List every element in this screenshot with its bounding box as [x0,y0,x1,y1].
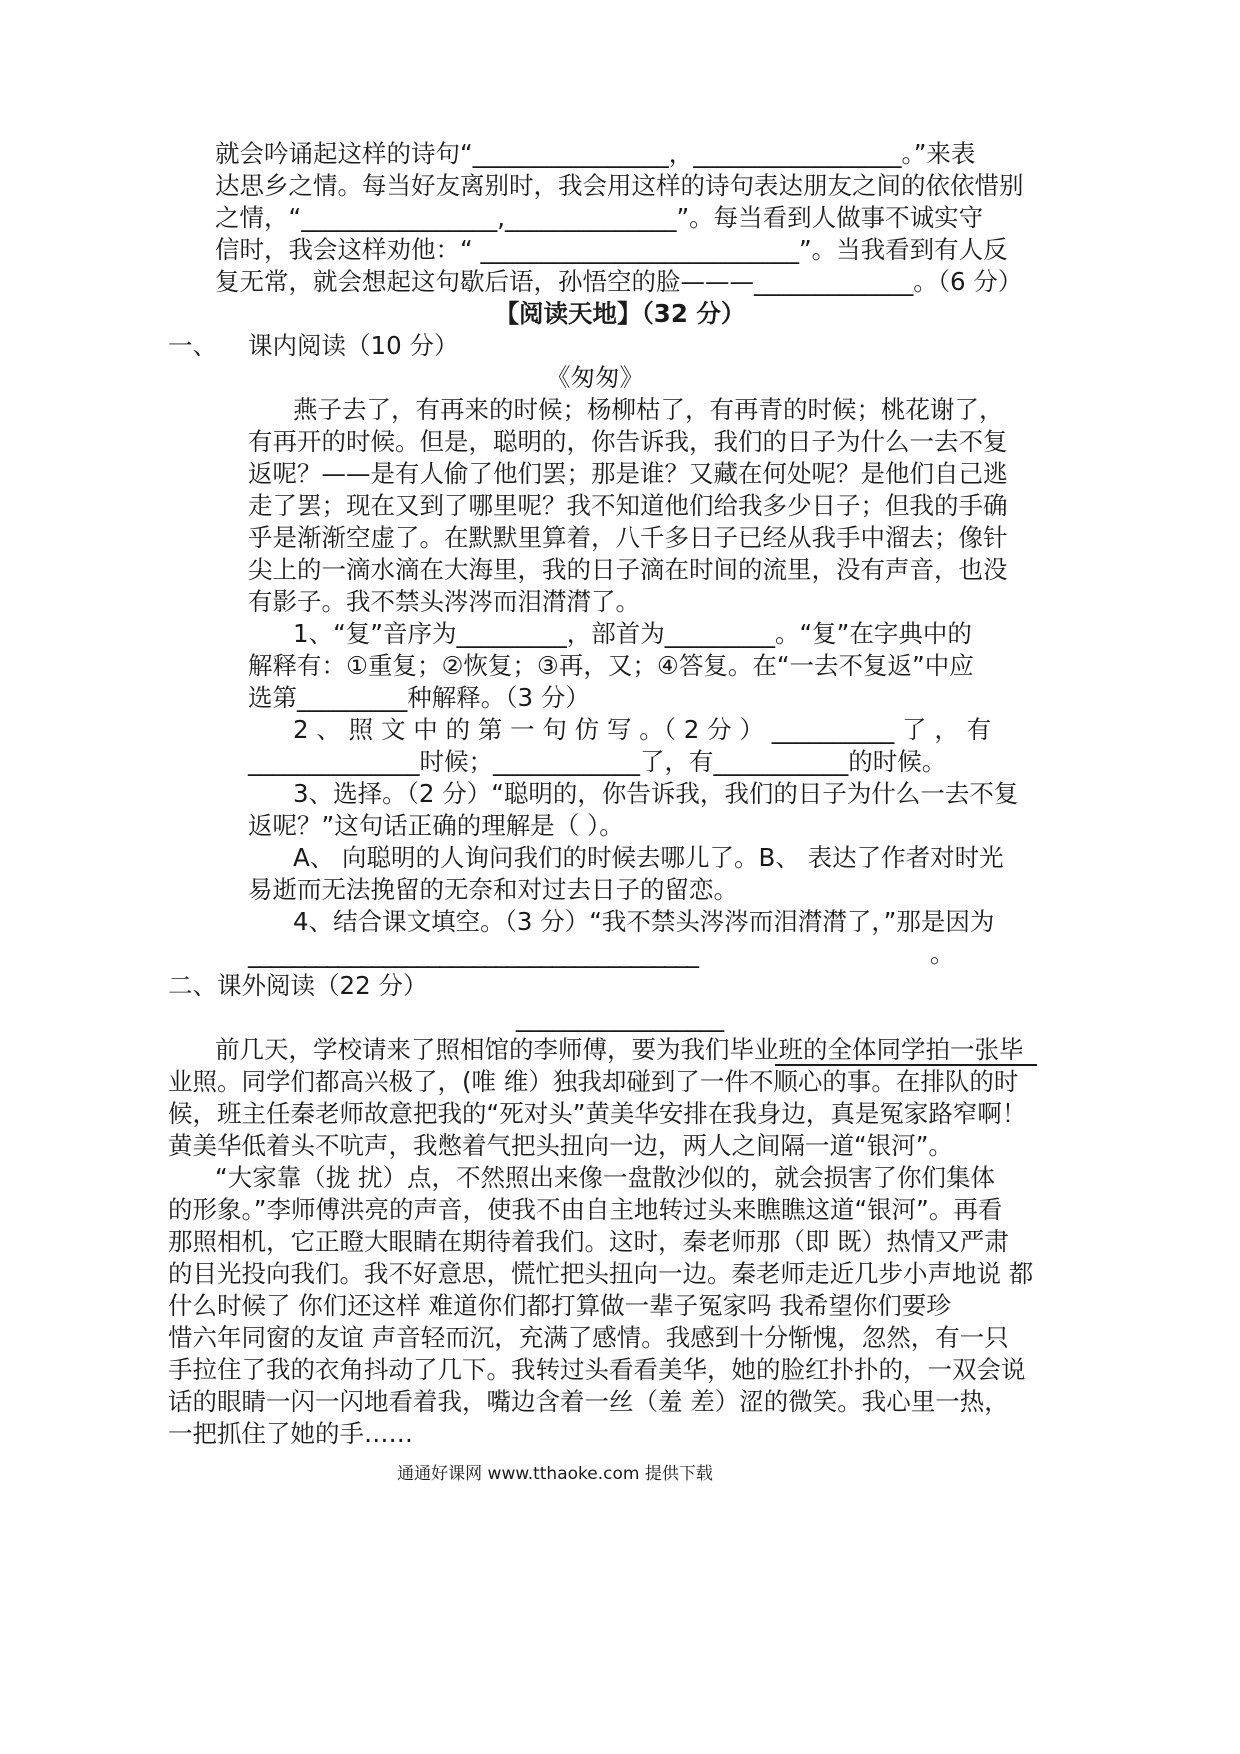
story-line-9: 什么时候了 你们还这样 难道你们都打算做一辈子冤家吗 我希望你们要珍 [168,1291,951,1320]
story-line-11: 手拉住了我的衣角抖动了几下。我转过头看看美华，她的脸红扑扑的，一双会说 [168,1355,1026,1384]
story-line-10: 惜六年同窗的友谊 声音轻而沉，充满了感情。我感到十分惭愧，忽然，有一只 [168,1323,1009,1352]
passage-line-3: 返呢？——是有人偷了他们罢；那是谁？又藏在何处呢？是他们自己逃 [248,459,1008,488]
page-footer: 通通好课网 www.tthaoke.com 提供下载 [397,1464,713,1484]
story-line-8: 的目光投向我们。我不好意思，慌忙把头扭向一边。秦老师走近几步小声地说 都 [168,1259,1034,1288]
passage-line-2: 有再开的时候。但是，聪明的，你告诉我，我们的日子为什么一去不复 [248,427,1008,456]
question-3-line-1: 3、选择。（2 分）“聪明的，你告诉我，我们的日子为什么一去不复 [293,779,1019,808]
question-4-line-1: 4、结合课文填空。（3 分）“我不禁头涔涔而泪潸潸了，”那是因为 [293,907,995,936]
question-1-line-3: 选第_________种解释。（3 分） [248,683,590,712]
story-line-1: 前几天，学校请来了照相馆的李师傅，要为我们毕业班的全体同学拍一张毕 [215,1035,1024,1064]
passage-title: 《匆匆》 [546,363,644,392]
question-1-line-1: 1、“复”音序为_________，部首为_________。“复”在字典中的 [293,619,972,648]
story-line-6: 的形象。”李师傅洪亮的声音，使我不由自主地转过头来瞧瞧这道“银河”。再看 [168,1195,1003,1224]
top-paragraph-line-3: 之情，“________________,______________”。每当看到人做事不诚实守 [215,203,984,232]
story-line-13: 一把抓住了她的手…… [168,1419,413,1448]
question-3-option-line-1: A、 向聪明的人询问我们的时候去哪儿了。B、 表达了作者对时光 [293,843,1004,872]
story-line-12: 话的眼睛一闪一闪地看着我，嘴边含着一丝（羞 差）涩的微笑。我心里一热， [168,1387,1009,1416]
story-line-4: 黄美华低着头不吭声，我憋着气把头扭向一边，两人之间隔一道“银河”。 [168,1131,953,1160]
question-2-line-2: ______________时候；____________了，有___________的时候。 [248,747,947,776]
story-line-2: 业照。同学们都高兴极了，(唯 维）独我却碰到了一件不顺心的事。在排队的时 [168,1067,1019,1096]
question-3-line-2: 返呢？”这句话正确的理解是（ ）。 [248,811,624,840]
top-paragraph-line-2: 达思乡之情。每当好友离别时，我会用这样的诗句表达朋友之间的依依惜别 [215,171,1024,200]
in-class-number: 一、 [168,331,217,360]
story-line-5: “大家靠（拢 扰）点，不然照出来像一盘散沙似的，就会损害了你们集体 [215,1163,995,1192]
passage-line-6: 尖上的一滴水滴在大海里，我的日子滴在时间的流里，没有声音，也没 [248,555,1008,584]
out-class-title-blank: _________________ [515,1003,725,1032]
passage-line-4: 走了罢；现在又到了哪里呢？我不知道他们给我多少日子；但我的手确 [248,491,1008,520]
out-class-label: 二、课外阅读（22 分） [168,971,428,1000]
passage-line-5: 乎是渐渐空虚了。在默默里算着，八千多日子已经从我手中溜去；像针 [248,523,1008,552]
in-class-label: 课内阅读（10 分） [248,331,459,360]
top-paragraph-line-4: 信时，我会这样劝他：“ __________________________”。当我看到有人反 [215,235,1008,264]
section-heading: 【阅读天地】（32 分） [494,299,746,328]
question-3-option-line-2: 易逝而无法挽留的无奈和对过去日子的留恋。 [248,875,738,904]
story-line-3: 候，班主任秦老师故意把我的“死对头”黄美华安排在我身边，真是冤家路窄啊！ [168,1099,1027,1128]
story-line-7: 那照相机，它正瞪大眼睛在期待着我们。这时，秦老师那（即 既）热情又严肃 [168,1227,1009,1256]
passage-line-1: 燕子去了，有再来的时候；杨柳枯了，有再青的时候；桃花谢了， [293,395,1004,424]
question-4-line-end: 。 [930,939,955,968]
top-paragraph-line-1: 就会吟诵起这样的诗句“________________，_________________。”来表 [215,139,976,168]
question-2-line-1: 2 、 照 文 中 的 第 一 句 仿 写 。（ 2 分 ） __________ 了 ， 有 [293,715,992,744]
question-4-blank-line: ________________________________________ [248,939,698,968]
question-1-line-2: 解释有：①重复；②恢复；③再，又；④答复。在“一去不复返”中应 [248,651,974,680]
passage-line-7: 有影子。我不禁头涔涔而泪潸潸了。 [248,587,640,616]
top-paragraph-line-5: 复无常，就会想起这句歇后语，孙悟空的脸———_____________。（6 分） [215,267,1023,296]
